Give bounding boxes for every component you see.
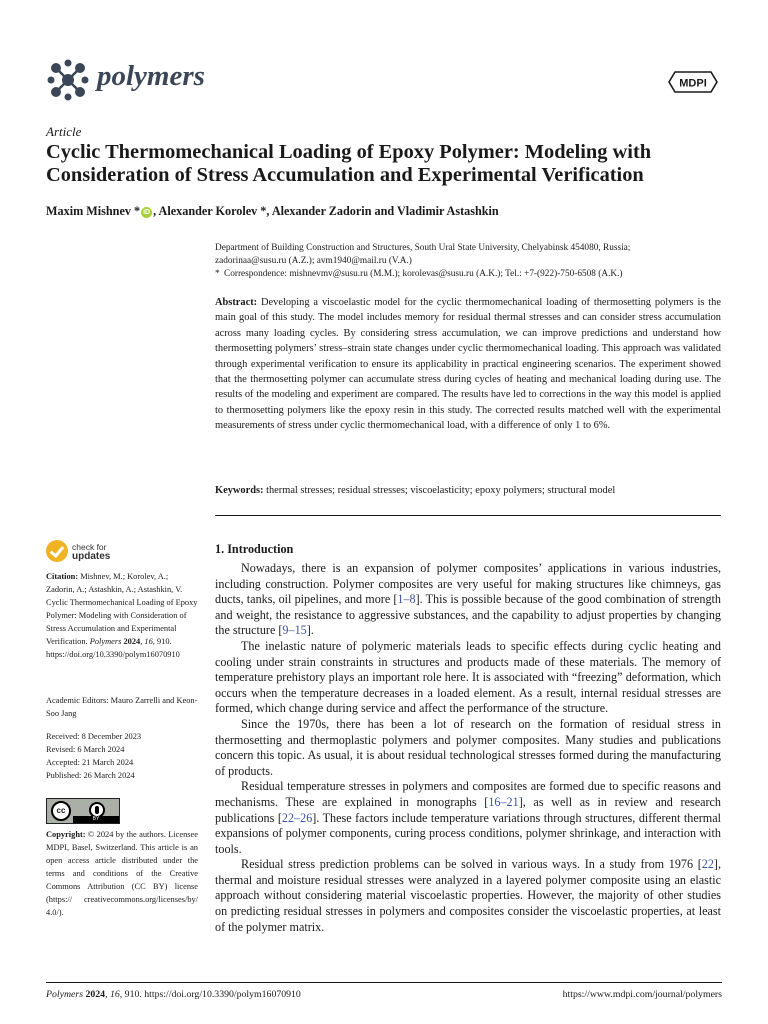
received-date: Received: 8 December 2023: [46, 732, 142, 741]
citation-block: [46, 570, 198, 661]
footer-year: 2024: [83, 989, 106, 1000]
correspondence-text: Correspondence: mishnevmv@susu.ru (M.M.); korolevas@susu.ru (A.K.); Tel.: +7-(922)-750-6508 (A.K.): [224, 269, 623, 279]
author-rest: , Alexander Korolev *, Alexander Zadorin and Vladimir Astashkin: [153, 204, 499, 218]
accepted-date: Accepted: 21 March 2024: [46, 758, 134, 767]
footer-citation: [46, 989, 301, 1000]
citation-journal: Polymers: [89, 637, 122, 646]
correspondence: [215, 268, 725, 281]
citation-link[interactable]: 16–21: [488, 794, 519, 809]
orcid-icon[interactable]: iD: [143, 209, 151, 216]
published-date: Published: 26 March 2024: [46, 771, 135, 780]
paragraph: Nowadays, there is an expansion of polymer composites’ applications in various industries, including construction. Polymer composites are very useful for making structures like chimneys, gas ducts, tanks, oil pipelines, and more [1–8]. This is possible because of the good combination of strength and weight, the resistance to aggressive substances, and the capability to adjust properties by changing the structure [9–15].: [215, 561, 721, 638]
journal-url-link[interactable]: https://www.mdpi.com/journal/polymers: [562, 989, 722, 1000]
footer-divider: [46, 982, 722, 983]
section-heading: 1. Introduction: [215, 542, 294, 556]
copyright-label: Copyright:: [46, 830, 86, 839]
citation-year: 2024: [121, 637, 141, 646]
abstract: [215, 295, 721, 434]
copyright-text: © 2024 by the authors. Licensee MDPI, Basel, Switzerland. This article is an open access article distributed under the terms and conditions of the Creative Commons Attribution (CC BY) license (https:// creativecommons.org/licenses/by/ 4.0/).: [46, 830, 198, 917]
dates-block: [46, 730, 198, 782]
author-first[interactable]: Maxim Mishnev *: [46, 204, 141, 218]
affiliation-emails: zadorinaa@susu.ru (A.Z.); avm1940@mail.ru (V.A.): [215, 256, 412, 266]
revised-date: Revised: 6 March 2024: [46, 745, 125, 754]
keywords-label: Keywords:: [215, 485, 264, 496]
check-for-updates-button[interactable]: [46, 540, 156, 566]
publisher-name: MDPI: [679, 77, 707, 90]
check-label: check for: [72, 542, 107, 552]
check-icon: [46, 540, 68, 562]
by-label: BY: [73, 816, 119, 823]
paragraph: Residual temperature stresses in polymers and composites are formed due to specific reasons and mechanisms. These are explained in monographs [16–21], as well as in review and research publications [22–26]. These factors include temperature variations through structures, different thermal expansions of polymer components, curing process conditions, polymer shrinkage, and interaction with tools.: [215, 779, 721, 856]
journal-name: polymers: [97, 60, 205, 92]
divider: [215, 515, 721, 516]
paragraph: Residual stress prediction problems can be solved in various ways. In a study from 1976 [22], thermal and moisture residual stresses were analyzed in a layered polymer composite using an elastic approach without considering material viscoelastic properties. However, the majority of other studies on predicting residual stresses in polymers and composites consider the viscoelastic properties, at least of the polymer matrix.: [215, 857, 721, 934]
article-type: Article: [46, 124, 82, 139]
affiliation-line: Department of Building Construction and Structures, South Ural State University, Chelyabinsk 454080, Russia;: [215, 243, 631, 253]
abstract-text: Developing a viscoelastic model for the cyclic thermomechanical loading of thermosetting polymers is the main goal of this study. The model includes memory for residual thermal stresses and can consider stress accumulation across many loading cycles. By considering stress accumulation, we can improve predictions and understand how thermosetting polymers’ stress–strain state changes under cyclic thermomechanical loading. This approach was validated through experimental verification to ensure its applicability in practical engineering scenarios. The experiment showed that the thermosetting polymer can accumulate stress during cycles of heating and mechanical loading during use. The results of the modeling and experiment are compared. The results have led to corrections in the way this model is applied to thermosetting polymers like the epoxy resin in this study. The corrected results matched well with the experimental measurements of stress under cyclic thermomechanical load, with a difference of only 1 to 6%.: [215, 297, 721, 432]
footer-journal: Polymers: [46, 989, 84, 1000]
keywords: [215, 483, 721, 498]
keywords-text: thermal stresses; residual stresses; viscoelasticity; epoxy polymers; structural model: [263, 485, 616, 496]
citation-doi[interactable]: , 910. https://doi.org/10.3390/polym16070910: [46, 637, 180, 659]
cc-by-license-badge[interactable]: [46, 798, 120, 824]
citation-volume: , 16: [140, 637, 153, 646]
academic-editors: Academic Editors: Mauro Zarrelli and Keon-Soo Jang: [46, 696, 198, 718]
cc-icon: cc: [51, 801, 71, 821]
citation-label: Citation:: [46, 572, 79, 581]
updates-label: updates: [72, 551, 111, 562]
citation-link[interactable]: 22: [701, 857, 714, 872]
article-title: Cyclic Thermomechanical Loading of Epoxy Polymer: Modeling with Consideration of Stress Accumulation and Experimental Verification: [46, 141, 652, 186]
citation-link[interactable]: 9–15: [282, 623, 307, 638]
citation-text: Mishnev, M.; Korolev, A.; Zadorin, A.; Astashkin, A.; Astashkin, V. Cyclic Thermomechanical Loading of Epoxy Polymer: Modeling with Consideration of Stress Accumulation and Experimental Verification.: [46, 572, 198, 646]
author-list: [46, 204, 499, 219]
footer-doi-link[interactable]: , 910. https://doi.org/10.3390/polym16070910: [119, 989, 301, 1000]
abstract-label: Abstract:: [215, 297, 258, 308]
polymers-logo-icon: [46, 58, 90, 102]
footer-volume: , 16: [105, 989, 120, 1000]
paragraph: The inelastic nature of polymeric materials leads to specific effects during cyclic heating and cooling under strain constraints in structures and products made of these materials. The memory of temperature prehistory plays an important role here. It is associated with “freezing” deformation, which occurs when the temperature decreases in a loaded element. As a result, internal residual stresses are formed, which change during service and affect the performance of the structure.: [215, 638, 721, 716]
body-text: [215, 561, 721, 935]
copyright-block: [46, 828, 198, 919]
citation-link[interactable]: 1–8: [397, 592, 416, 607]
citation-link[interactable]: 22–26: [281, 810, 313, 825]
paragraph: Since the 1970s, there has been a lot of research on the formation of residual stress in thermosetting and thermoplastic polymers and polymer composites. Many studies and publications concern this topic. As usual, it is about residual technological stresses formed during the manufacturing of products.: [215, 716, 721, 778]
affiliation-block: [215, 242, 725, 281]
mdpi-logo-icon: [667, 70, 719, 94]
correspondence-mark: *: [215, 269, 220, 279]
